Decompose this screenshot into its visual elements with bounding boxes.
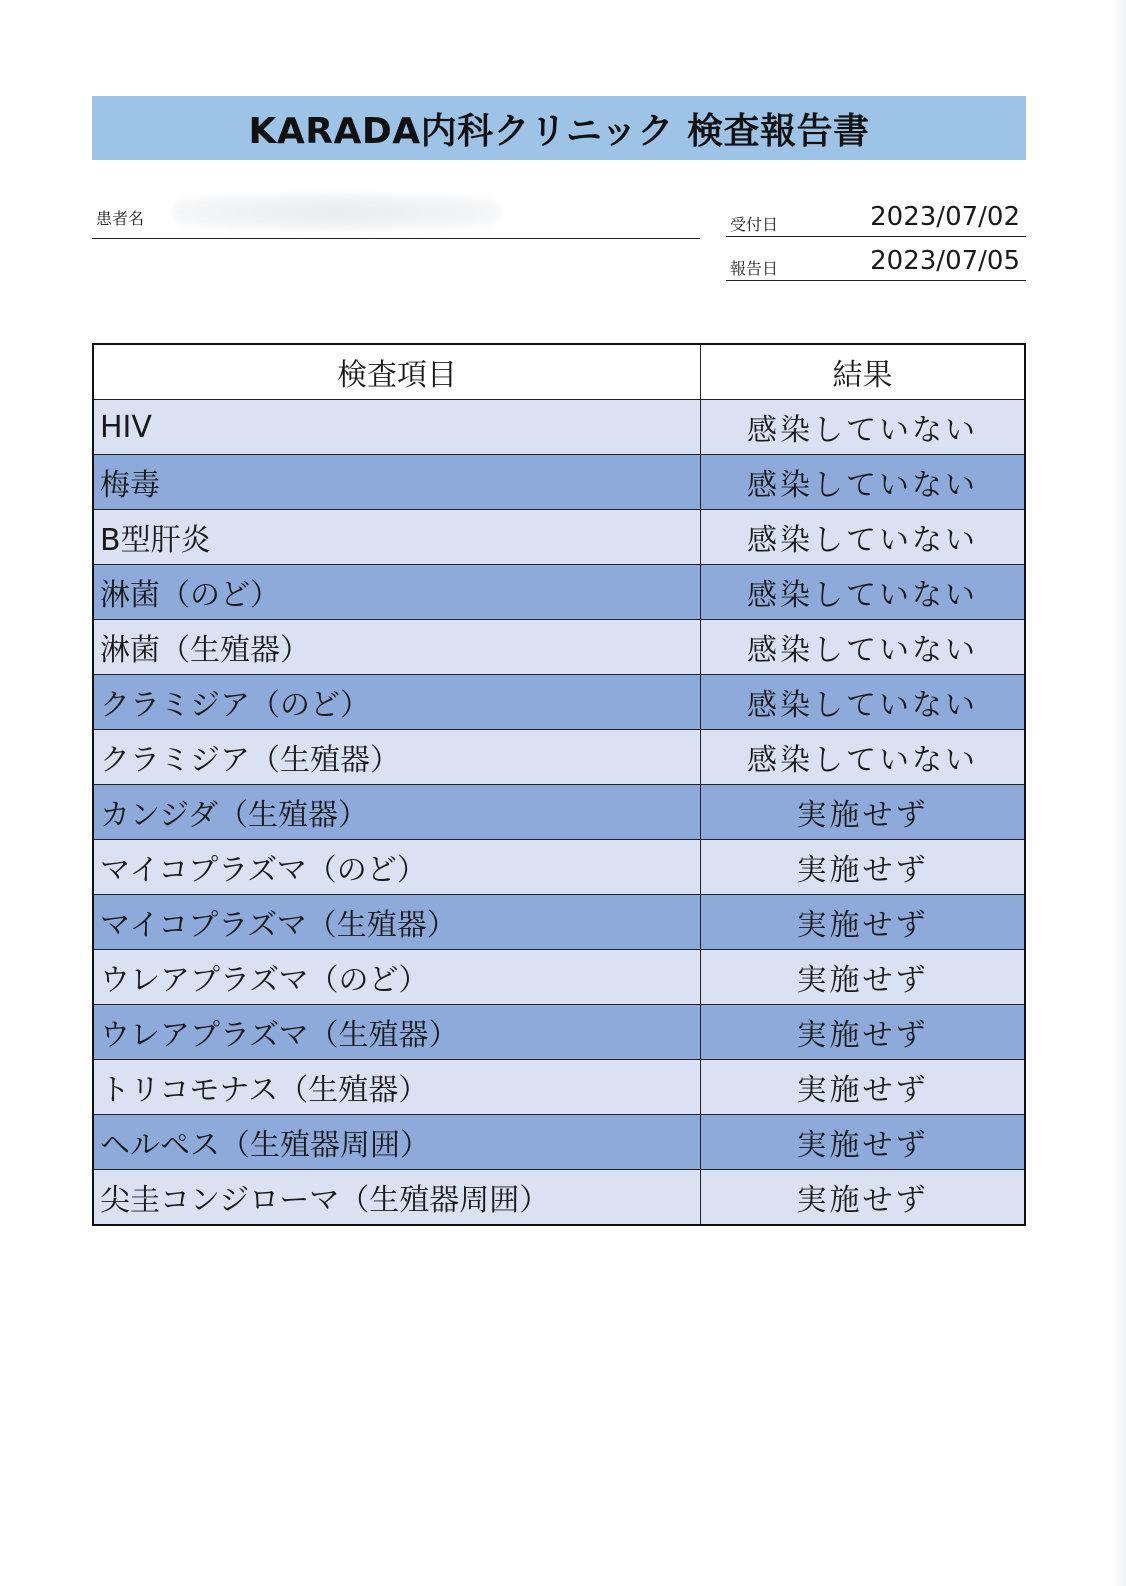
test-item: ウレアプラズマ（生殖器） [93, 1005, 701, 1060]
test-result: 実施せず [701, 950, 1026, 1005]
table-row [93, 730, 1025, 785]
test-result: 感染していない [701, 400, 1026, 455]
test-result: 感染していない [701, 565, 1026, 620]
column-header-item: 検査項目 [93, 344, 701, 400]
report-date-row [726, 240, 1026, 281]
test-item: 淋菌（生殖器） [93, 620, 701, 675]
test-item: ヘルペス（生殖器周囲） [93, 1115, 701, 1170]
test-result: 感染していない [701, 455, 1026, 510]
test-result: 実施せず [701, 1060, 1026, 1115]
test-item: カンジダ（生殖器） [93, 785, 701, 840]
test-result: 感染していない [701, 675, 1026, 730]
test-item: クラミジア（生殖器） [93, 730, 701, 785]
test-result: 実施せず [701, 840, 1026, 895]
test-result: 実施せず [701, 1115, 1026, 1170]
table-row [93, 950, 1025, 1005]
test-item: HIV [93, 400, 701, 455]
test-item: 淋菌（のど） [93, 565, 701, 620]
report-title: KARADA内科クリニック 検査報告書 [248, 110, 870, 152]
table-row [93, 1060, 1025, 1115]
test-result: 感染していない [701, 730, 1026, 785]
test-result: 実施せず [701, 1005, 1026, 1060]
test-item: マイコプラズマ（生殖器） [93, 895, 701, 950]
table-row [93, 895, 1025, 950]
table-row [93, 1005, 1025, 1060]
table-row [93, 620, 1025, 675]
test-result: 実施せず [701, 785, 1026, 840]
redacted-patient-name [172, 194, 502, 230]
test-item: クラミジア（のど） [93, 675, 701, 730]
test-item: トリコモナス（生殖器） [93, 1060, 701, 1115]
table-row [93, 400, 1025, 455]
test-result: 実施せず [701, 1170, 1026, 1226]
page-edge-shadow [1112, 0, 1126, 1586]
test-item: ウレアプラズマ（のど） [93, 950, 701, 1005]
test-result: 感染していない [701, 510, 1026, 565]
test-result: 感染していない [701, 620, 1026, 675]
table-row [93, 1115, 1025, 1170]
patient-name-label: 患者名 [96, 209, 145, 228]
received-date-row [726, 196, 1026, 237]
table-row [93, 785, 1025, 840]
table-row [93, 840, 1025, 895]
patient-name-field [92, 190, 700, 239]
results-table [92, 343, 1026, 1226]
report-date-value: 2023/07/05 [870, 246, 1020, 276]
table-header-row [93, 344, 1025, 400]
test-item: B型肝炎 [93, 510, 701, 565]
report-date-label: 報告日 [730, 259, 779, 278]
table-row [93, 565, 1025, 620]
received-date-label: 受付日 [730, 215, 779, 234]
test-result: 実施せず [701, 895, 1026, 950]
table-row [93, 455, 1025, 510]
column-header-result: 結果 [701, 344, 1026, 400]
received-date-value: 2023/07/02 [870, 202, 1020, 232]
test-item: 梅毒 [93, 455, 701, 510]
table-row [93, 510, 1025, 565]
table-row [93, 675, 1025, 730]
test-item: マイコプラズマ（のど） [93, 840, 701, 895]
report-title-bar [92, 96, 1026, 160]
test-item: 尖圭コンジローマ（生殖器周囲） [93, 1170, 701, 1226]
table-row [93, 1170, 1025, 1226]
